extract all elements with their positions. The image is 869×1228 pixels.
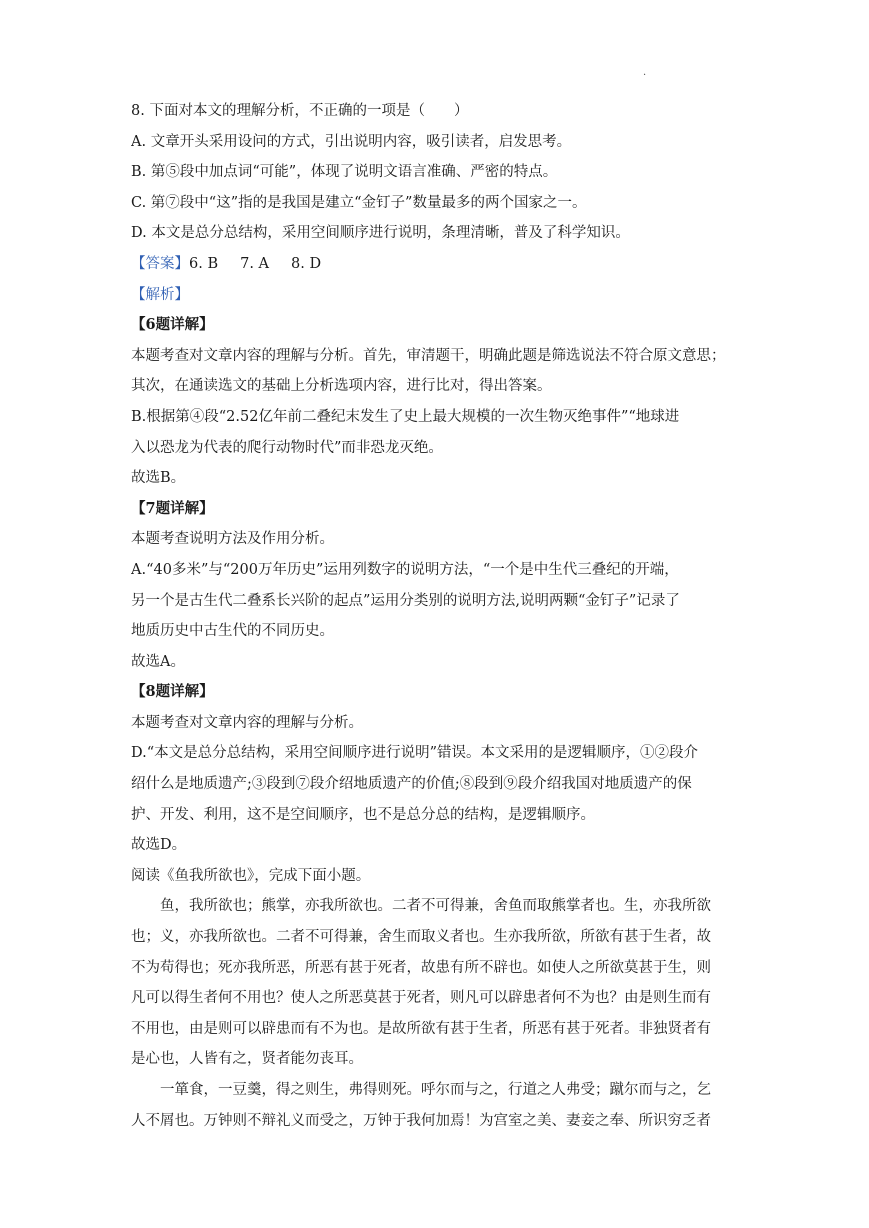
answer-line: [131, 249, 743, 280]
answer-item-8: 8. D: [291, 255, 322, 272]
detail-6-line: B.根据第④段“2.52亿年前二叠纪末发生了史上最大规模的一次生物灭绝事件”“地球进: [131, 408, 680, 425]
page-corner-mark: ·: [643, 70, 647, 81]
detail-8-title: 【8题详解】: [131, 683, 214, 701]
passage-line: 凡可以得生者何不用也？使人之所恶莫甚于死者，则凡可以辟患者何不为也？由是则生而有: [131, 990, 711, 1007]
passage-line: 鱼，我所欲也；熊掌，亦我所欲也。二者不可得兼，舍鱼而取熊掌者也。生，亦我所欲: [160, 898, 711, 915]
answer-tag: 【答案】: [131, 255, 189, 272]
passage-line: 不用也，由是则可以辟患而有不为也。是故所欲有甚于生者，所恶有甚于死者。非独贤者有: [131, 1020, 711, 1037]
analysis-tag: 【解析】: [131, 286, 189, 303]
detail-7-line: A.“40多米”与“200万年历史”运用列数字的说明方法，“一个是中生代三叠纪的开端，: [131, 561, 679, 578]
detail-7-line: 本题考查说明方法及作用分析。: [131, 531, 334, 548]
question-8-option-b: B. 第⑤段中加点词“可能”，体现了说明文语言准确、严密的特点。: [131, 164, 558, 181]
detail-6-line: 本题考查对文章内容的理解与分析。首先，审清题干，明确此题是筛选说法不符合原文意思；: [131, 347, 726, 364]
detail-8-line: 绍什么是地质遗产;③段到⑦段介绍地质遗产的价值;⑧段到⑨段介绍我国对地质遗产的保: [131, 776, 692, 793]
detail-8-line: 护、开发、利用，这不是空间顺序，也不是总分总的结构，是逻辑顺序。: [131, 806, 595, 823]
detail-6-line: 故选B。: [131, 470, 186, 487]
passage-line: 不为苟得也；死亦我所恶，所恶有甚于死者，故患有所不辟也。如使人之所欲莫甚于生，则: [131, 959, 711, 976]
passage-line: 是心也，人皆有之，贤者能勿丧耳。: [131, 1051, 363, 1068]
question-8-stem: 8. 下面对本文的理解分析，不正确的一项是（ ）: [131, 103, 469, 119]
question-8-option-d: D. 本文是总分总结构，采用空间顺序进行说明，条理清晰，普及了科学知识。: [131, 225, 630, 242]
answer-item-7: 7. A: [240, 255, 270, 272]
detail-7-line: 故选A。: [131, 653, 185, 670]
question-8-option-a: A. 文章开头采用设问的方式，引出说明内容，吸引读者，启发思考。: [131, 133, 572, 150]
detail-6-title: 【6题详解】: [131, 316, 214, 334]
detail-8-line: 本题考查对文章内容的理解与分析。: [131, 714, 363, 731]
document-page: [131, 96, 743, 1136]
detail-6-line: 其次，在通读选文的基础上分析选项内容，进行比对，得出答案。: [131, 378, 552, 395]
detail-7-line: 另一个是古生代二叠系长兴阶的起点”运用分类别的说明方法,说明两颗“金钉子”记录了: [131, 592, 680, 609]
passage-line: 一箪食，一豆羹，得之则生，弗得则死。呼尔而与之，行道之人弗受；蹴尔而与之，乞: [160, 1082, 711, 1098]
detail-7-title: 【7题详解】: [131, 499, 214, 517]
reading-intro: 阅读《鱼我所欲也》，完成下面小题。: [131, 867, 371, 884]
detail-7-line: 地质历史中古生代的不同历史。: [131, 623, 334, 640]
question-8-option-c: C. 第⑦段中“这”指的是我国是建立“金钉子”数量最多的两个国家之一。: [131, 194, 587, 211]
passage-line: 人不屑也。万钟则不辩礼义而受之，万钟于我何加焉！为宫室之美、妻妾之奉、所识穷乏者: [131, 1112, 711, 1129]
passage-line: 也；义，亦我所欲也。二者不可得兼，舍生而取义者也。生亦我所欲，所欲有甚于生者，故: [131, 929, 711, 946]
answer-item-6: 6. B: [189, 255, 219, 272]
detail-6-line: 入以恐龙为代表的爬行动物时代”而非恐龙灭绝。: [131, 439, 443, 456]
detail-8-line: D.“本文是总分总结构，采用空间顺序进行说明”错误。本文采用的是逻辑顺序，①②段介: [131, 745, 699, 762]
detail-8-line: 故选D。: [131, 837, 187, 854]
